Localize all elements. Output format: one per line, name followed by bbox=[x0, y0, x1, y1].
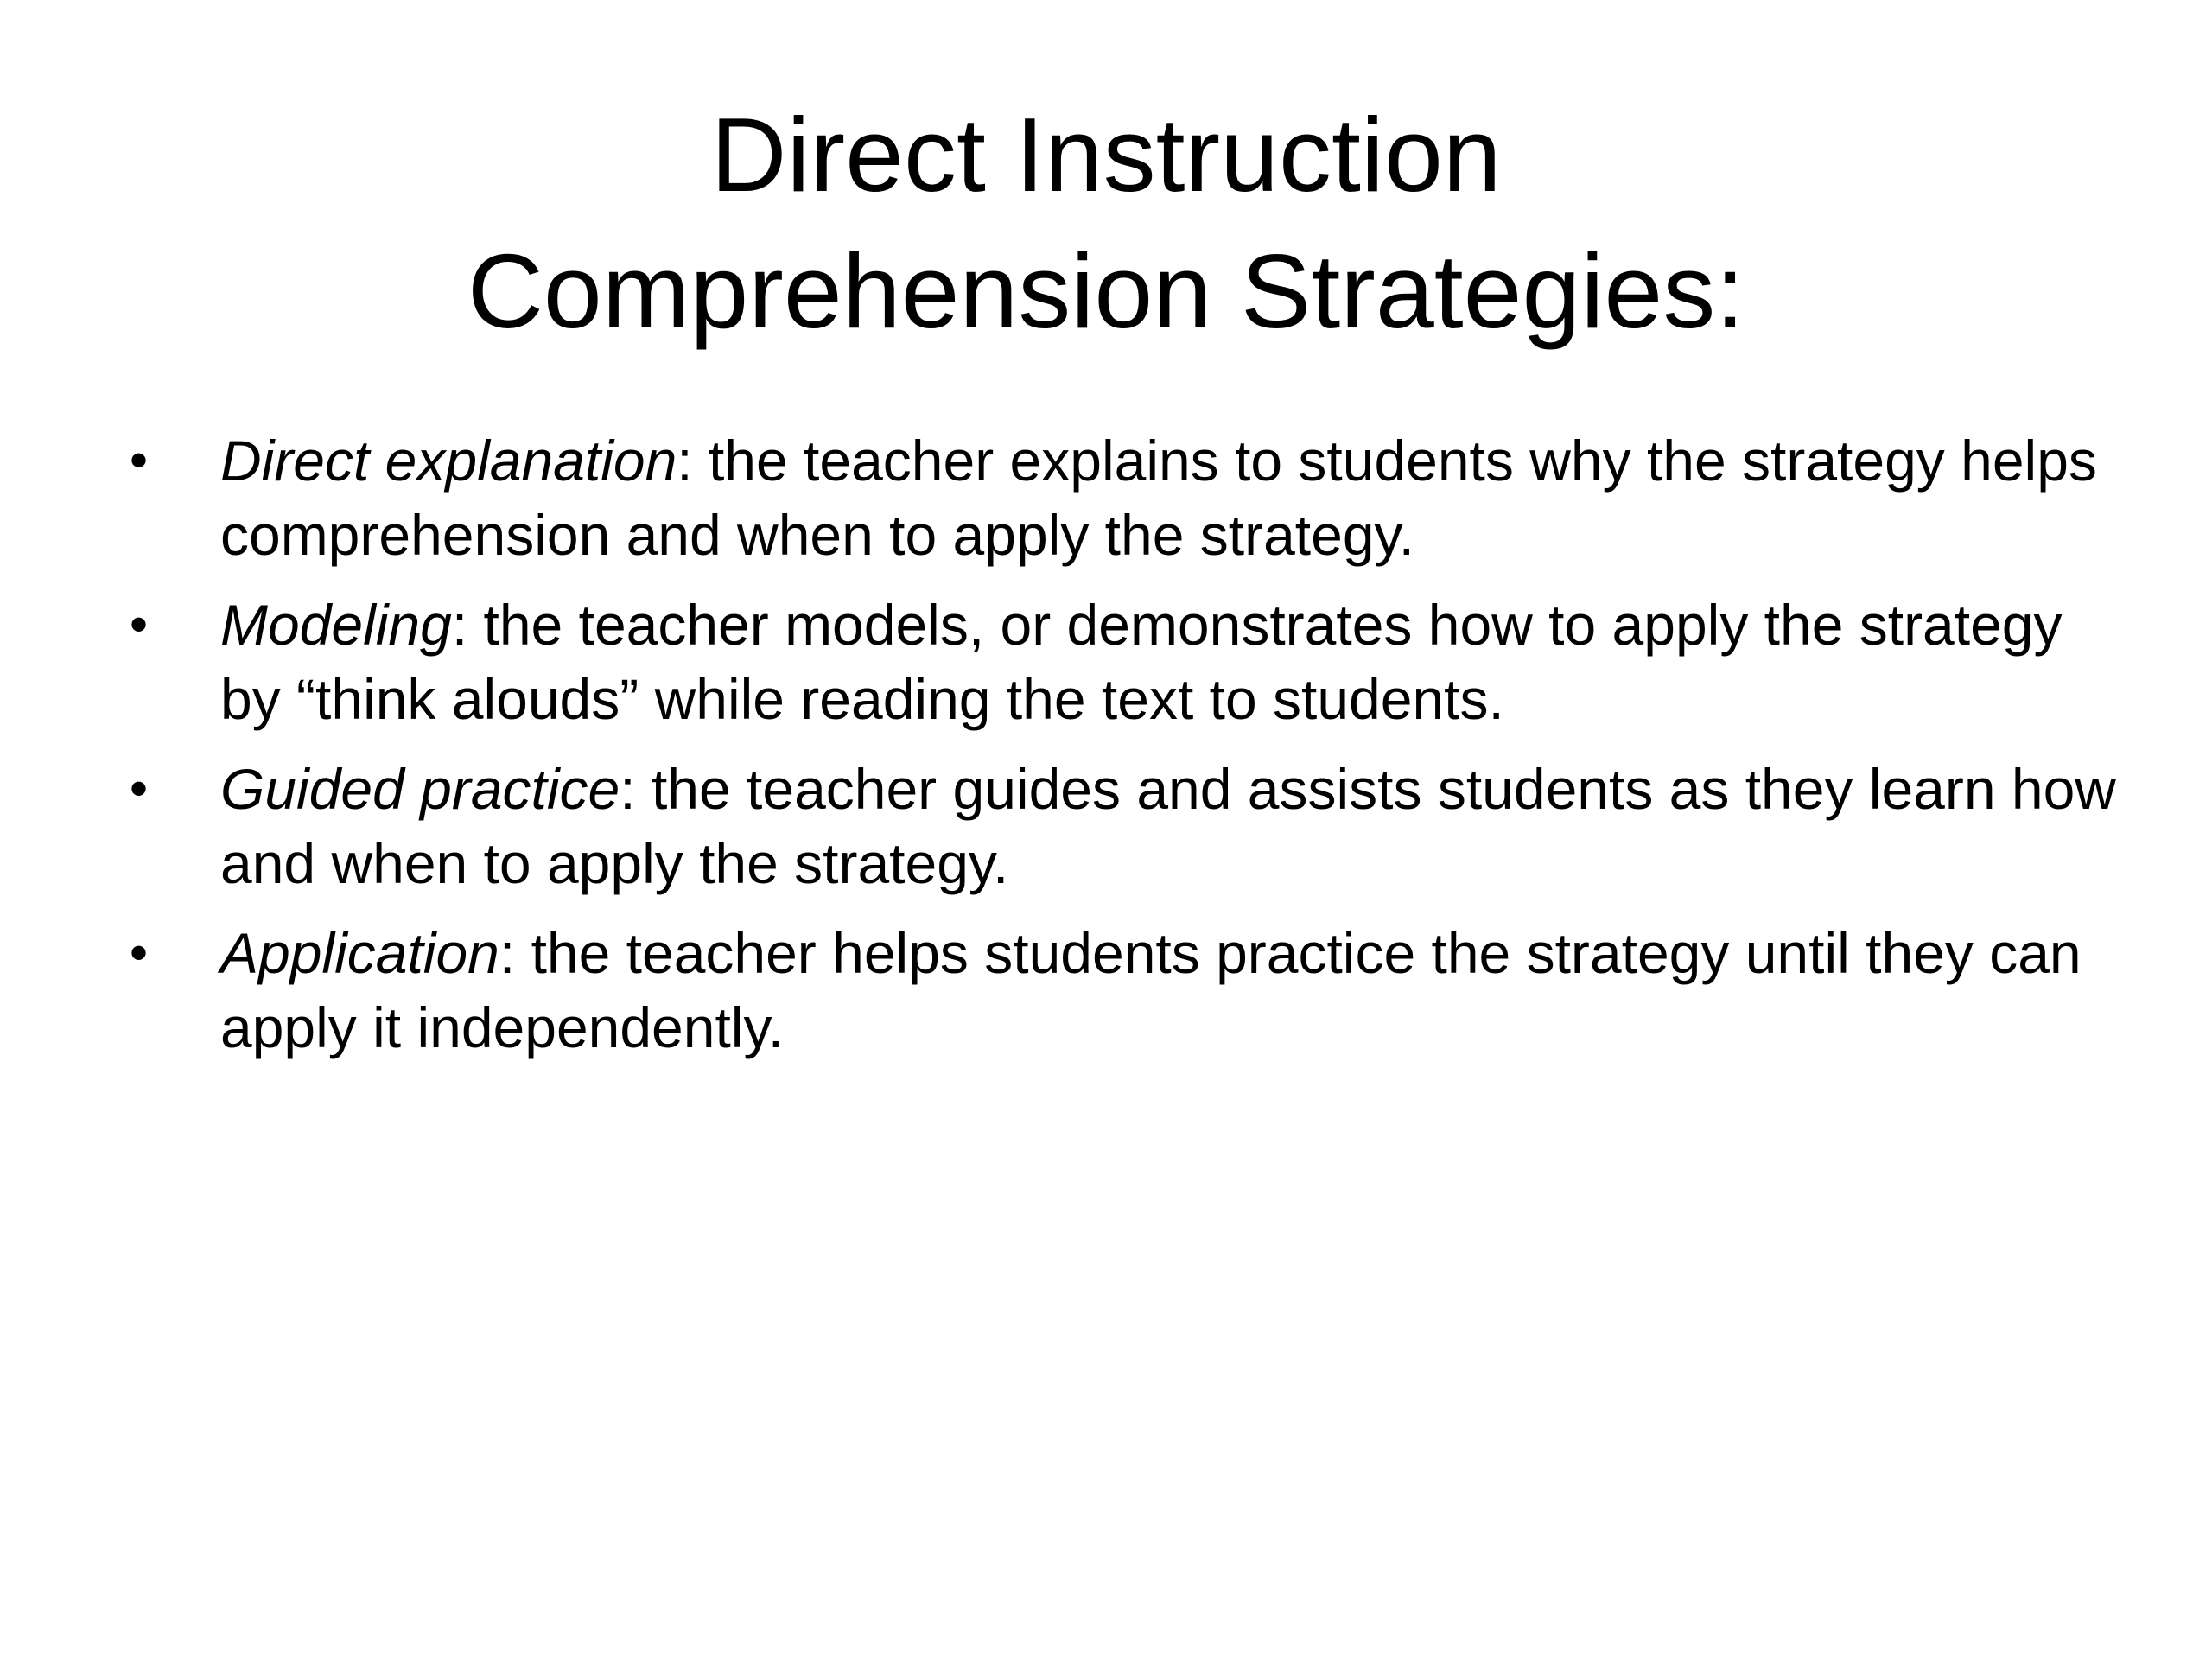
title-line-1: Direct Instruction bbox=[710, 96, 1502, 213]
bullet-icon: • bbox=[130, 431, 149, 489]
bullet-term: Application bbox=[220, 921, 499, 985]
list-item bbox=[130, 752, 2117, 900]
bullet-term: Modeling bbox=[220, 593, 452, 657]
bullet-icon: • bbox=[130, 595, 149, 653]
bullet-list bbox=[130, 423, 2117, 1080]
list-item bbox=[130, 423, 2117, 572]
bullet-text: : the teacher guides and assists students as they learn how and when to apply the strategy. bbox=[220, 757, 2116, 895]
slide-title bbox=[259, 86, 1953, 359]
bullet-icon: • bbox=[130, 760, 149, 817]
bullet-icon: • bbox=[130, 924, 149, 982]
bullet-text: : the teacher models, or demonstrates how to apply the strategy by “think alouds” while reading the text to students. bbox=[220, 593, 2063, 731]
bullet-text: : the teacher helps students practice the strategy until they can apply it independently. bbox=[220, 921, 2082, 1059]
list-item bbox=[130, 588, 2117, 736]
list-item bbox=[130, 916, 2117, 1065]
bullet-term: Direct explanation bbox=[220, 429, 677, 493]
bullet-term: Guided practice bbox=[220, 757, 620, 821]
title-line-2: Comprehension Strategies: bbox=[467, 232, 1745, 350]
bullet-text: : the teacher explains to students why the strategy helps comprehension and when to apply the strategy. bbox=[220, 429, 2097, 567]
